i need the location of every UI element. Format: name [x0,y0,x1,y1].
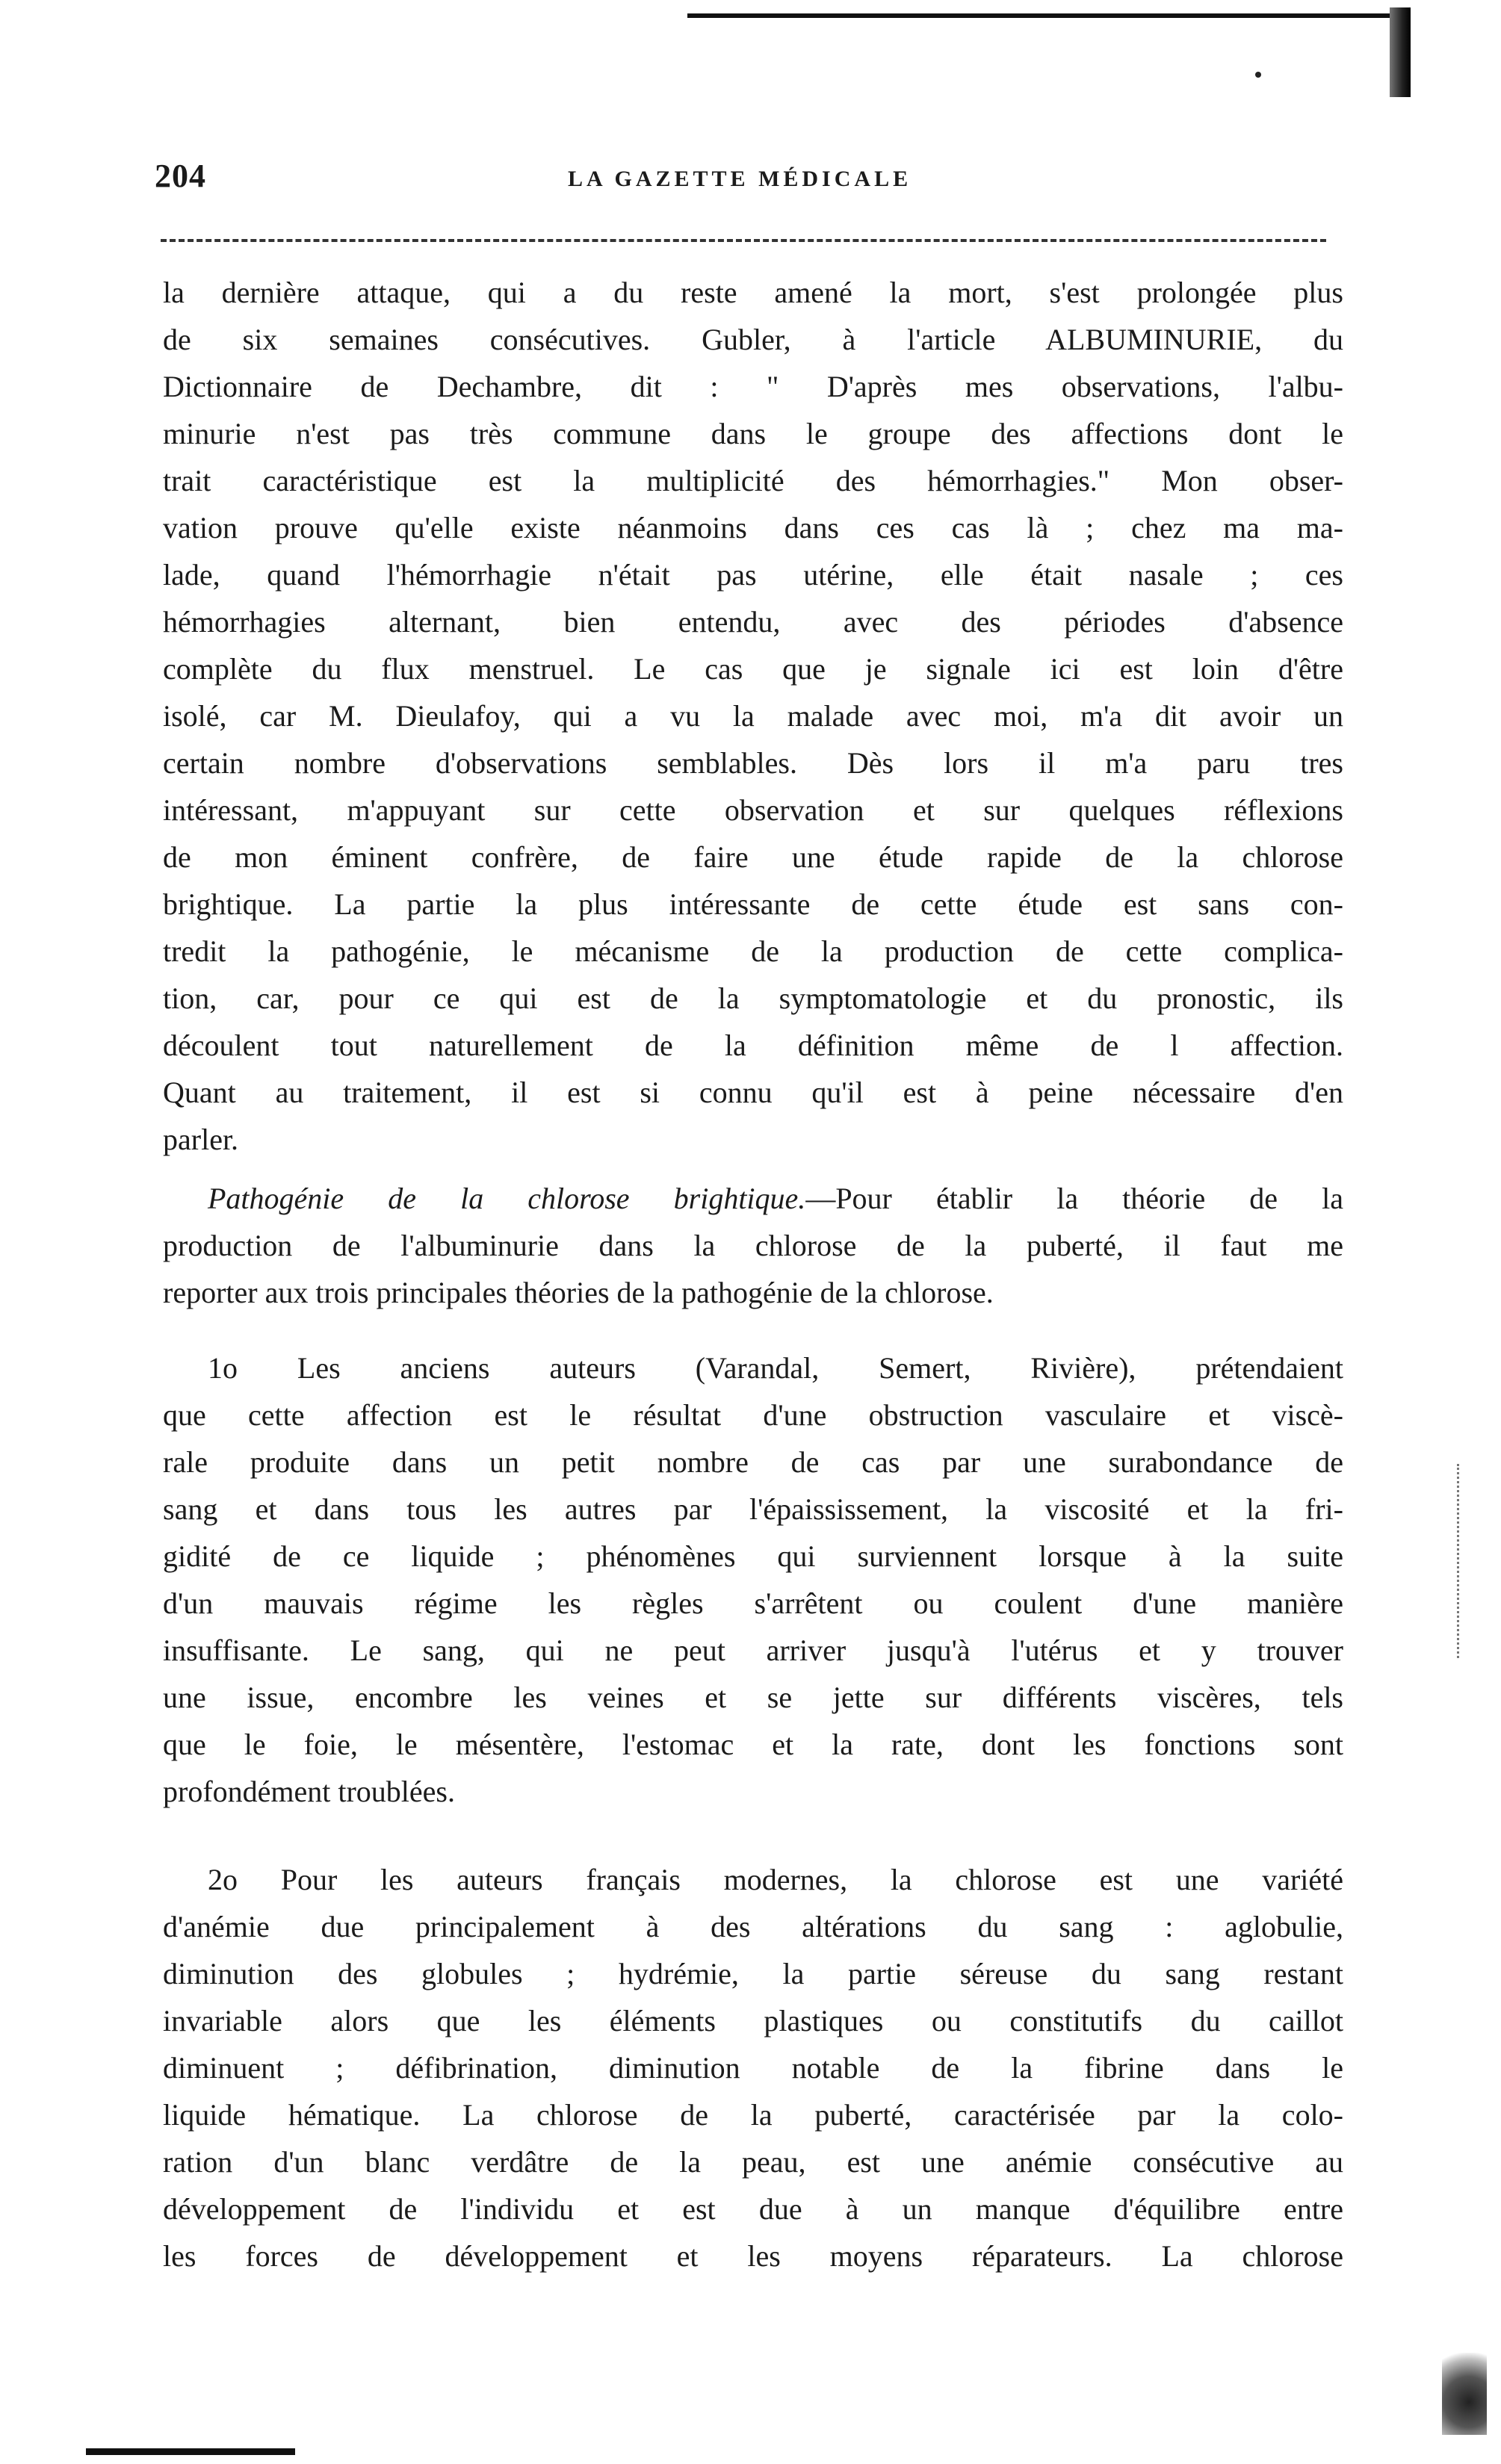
text-line: d'un mauvais régime les règles s'arrêtent ou coulent d'une manière [163,1586,1343,1620]
section-heading: Pathogénie de la chlorose brightique. [208,1182,806,1215]
text-line: de six semaines consécutives. Gubler, à l'article ALBUMINURIE, du [163,323,1343,356]
text-line: hémorrhagies alternant, bien entendu, avec des périodes d'absence [163,605,1343,639]
header-rule [161,239,1326,242]
paragraph-1 [163,269,1343,1163]
text-line: les forces de développement et les moyens réparateurs. La chlorose [163,2239,1343,2273]
text-line: lade, quand l'hémorrhagie n'était pas utérine, elle était nasale ; ces [163,558,1343,592]
text-line: tion, car, pour ce qui est de la symptomatologie et du pronostic, ils [163,981,1343,1015]
text-line: sang et dans tous les autres par l'épaississement, la viscosité et la fri- [163,1492,1343,1526]
text-line: insuffisante. Le sang, qui ne peut arriver jusqu'à l'utérus et y trouver [163,1633,1343,1667]
text-line: tredit la pathogénie, le mécanisme de la production de cette complica- [163,934,1343,968]
text-line: parler. [163,1123,239,1156]
text-line: reporter aux trois principales théories de la pathogénie de la chlorose. [163,1276,994,1309]
running-title: LA GAZETTE MÉDICALE [568,167,912,191]
scan-margin-marks [1457,1464,1461,1658]
text-line: la dernière attaque, qui a du reste amené la mort, s'est prolongée plus [163,276,1343,309]
text-line: une issue, encombre les veines et se jette sur différents viscères, tels [163,1681,1343,1714]
text-line: diminuent ; défibrination, diminution notable de la fibrine dans le [163,2051,1343,2085]
text-line: que cette affection est le résultat d'une obstruction vasculaire et viscè- [163,1398,1343,1432]
text-run: —Pour établir la théorie de la [805,1182,1344,1215]
text-line: 2o Pour les auteurs français modernes, la chlorose est une variété [208,1863,1343,1896]
paragraph-2 [163,1175,1343,1316]
text-line: certain nombre d'observations semblables. Dès lors il m'a paru tres [163,746,1343,780]
text-line: découlent tout naturellement de la définition même de l affection. [163,1028,1343,1062]
text-line: gidité de ce liquide ; phénomènes qui surviennent lorsque à la suite [163,1539,1343,1573]
text-line: que le foie, le mésentère, l'estomac et la rate, dont les fonctions sont [163,1728,1343,1761]
text-line: isolé, car M. Dieulafoy, qui a vu la malade avec moi, m'a dit avoir un [163,699,1343,733]
paragraph-4 [163,1856,1343,2280]
text-line: ration d'un blanc verdâtre de la peau, est une anémie consécutive au [163,2145,1343,2179]
text-line: trait caractéristique est la multiplicité des hémorrhagies." Mon obser- [163,464,1343,497]
text-line: vation prouve qu'elle existe néanmoins dans ces cas là ; chez ma ma- [163,511,1343,544]
scan-edge-bar-bottom [86,2448,295,2455]
text-line: production de l'albuminurie dans la chlorose de la puberté, il faut me [163,1229,1343,1262]
text-line: intéressant, m'appuyant sur cette observation et sur quelques réflexions [163,793,1343,827]
scan-corner-blot [1390,7,1411,97]
scan-speck [1255,72,1261,78]
text-line: diminution des globules ; hydrémie, la partie séreuse du sang restant [163,1957,1343,1990]
text-line: invariable alors que les éléments plastiques ou constitutifs du caillot [163,2004,1343,2038]
text-line: complète du flux menstruel. Le cas que je signale ici est loin d'être [163,652,1343,686]
text-line: Dictionnaire de Dechambre, dit : " D'après mes observations, l'albu- [163,370,1343,403]
text-line: rale produite dans un petit nombre de cas par une surabondance de [163,1445,1343,1479]
text-line: minurie n'est pas très commune dans le groupe des affections dont le [163,417,1343,450]
text-line: 1o Les anciens auteurs (Varandal, Semert, Rivière), prétendaient [208,1351,1343,1385]
text-line: brightique. La partie la plus intéressante de cette étude est sans con- [163,887,1343,921]
text-line: liquide hématique. La chlorose de la puberté, caractérisée par la colo- [163,2098,1343,2132]
text-line: profondément troublées. [163,1775,455,1808]
text-line [163,1175,1343,1222]
page-number: 204 [155,158,206,194]
paragraph-3 [163,1344,1343,1815]
text-line: de mon éminent confrère, de faire une étude rapide de la chlorose [163,840,1343,874]
scan-corner-blot-bottom [1442,2353,1487,2435]
text-line: développement de l'individu et est due à un manque d'équilibre entre [163,2192,1343,2226]
text-line: Quant au traitement, il est si connu qu'il est à peine nécessaire d'en [163,1076,1343,1109]
text-line: d'anémie due principalement à des altérations du sang : aglobulie, [163,1910,1343,1943]
scan-edge-bar [687,13,1405,18]
